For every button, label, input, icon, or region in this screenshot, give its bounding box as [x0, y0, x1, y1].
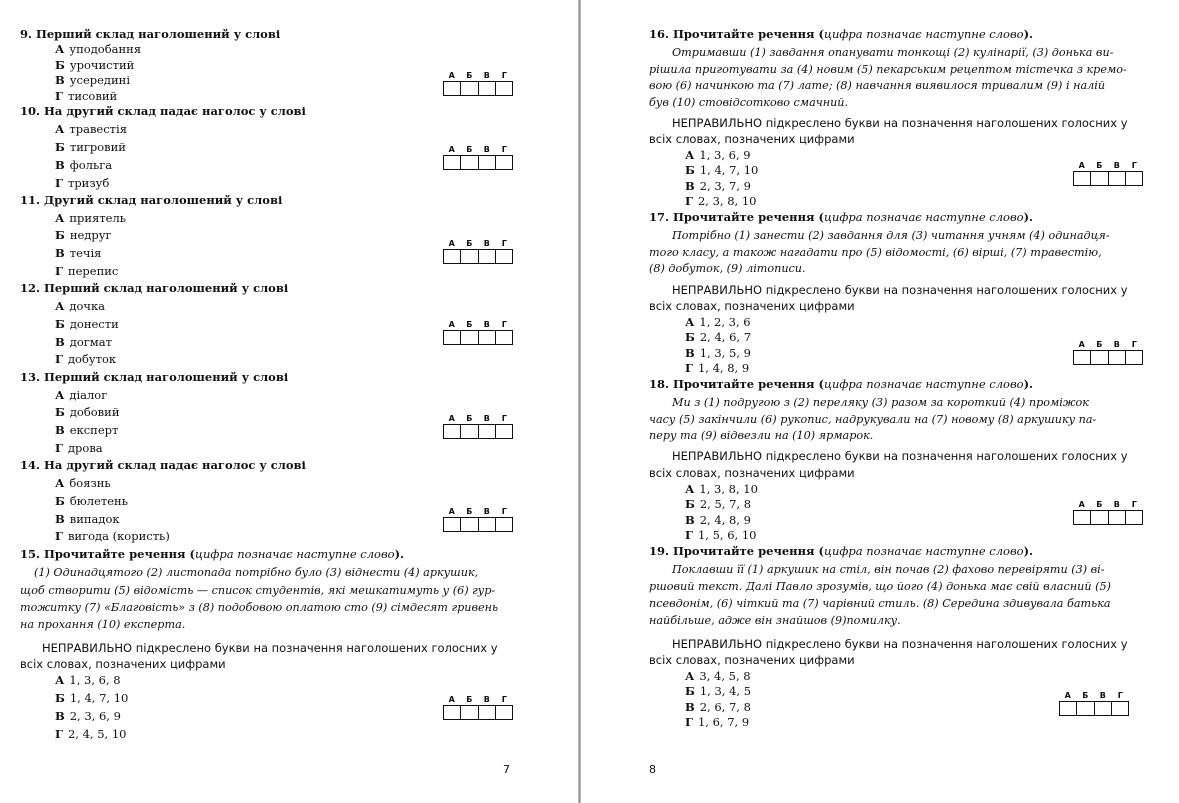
left-page [0, 0, 578, 803]
question-19-title: 19. Прочитайте речення (цифра позначає наступне слово). [649, 544, 1034, 558]
answer-box[interactable] [444, 331, 461, 344]
answer-box[interactable] [1074, 511, 1091, 524]
q13-option-b[interactable]: Б добовий [55, 405, 120, 419]
q9-option-b[interactable]: Б урочистий [55, 58, 135, 72]
q17-instruction-line-1: НЕПРАВИЛЬНО підкреслено букви на позначення наголошених голосних у [672, 283, 1128, 297]
answer-box[interactable] [1091, 511, 1108, 524]
question-13-title: 13. Перший склад наголошений у слові [20, 370, 289, 384]
q19-instruction-line-1: НЕПРАВИЛЬНО підкреслено букви на позначення наголошених голосних у [672, 637, 1128, 651]
q10-answer-grid[interactable]: А Б В Г [443, 144, 513, 170]
q19-sentence-line-1: Поклавши її (1) аркушик на стіл, він почав (2) фахово перевіряти (3) ві- [672, 563, 1105, 576]
q16-option-a[interactable]: А 1, 3, 6, 9 [685, 148, 751, 162]
q19-option-c[interactable]: В 2, 6, 7, 8 [685, 700, 751, 714]
page-number: 8 [649, 763, 656, 776]
answer-box[interactable] [479, 250, 496, 263]
answer-box[interactable] [461, 331, 478, 344]
answer-box[interactable] [444, 82, 461, 95]
q13-option-c[interactable]: В експерт [55, 423, 119, 437]
question-14-title: 14. На другий склад падає наголос у слові [20, 458, 306, 472]
q19-option-a[interactable]: А 3, 4, 5, 8 [685, 669, 751, 683]
q18-option-b[interactable]: Б 2, 5, 7, 8 [685, 497, 752, 511]
answer-box[interactable] [496, 425, 512, 438]
answer-box[interactable] [1109, 172, 1126, 185]
q19-answer-grid[interactable]: А Б В Г [1059, 690, 1129, 716]
answer-box[interactable] [496, 82, 512, 95]
q19-sentence-line-4: найбільше, адже він знайшов (9)помилку. [649, 614, 901, 627]
q17-sentence-line-3: (8) добуток, (9) літописи. [649, 262, 806, 275]
q15-option-d[interactable]: Г 2, 4, 5, 10 [55, 727, 127, 741]
answer-box[interactable] [479, 156, 496, 169]
q15-sentence-line-2: щоб створити (5) відомість — список студентів, які мешкатимуть у (6) гур- [20, 584, 496, 597]
q18-option-d[interactable]: Г 1, 5, 6, 10 [685, 528, 757, 542]
answer-box[interactable] [479, 518, 496, 531]
q19-option-b[interactable]: Б 1, 3, 4, 5 [685, 684, 752, 698]
question-17-title: 17. Прочитайте речення (цифра позначає наступне слово). [649, 210, 1034, 224]
q9-answer-grid[interactable]: А Б В Г [443, 70, 513, 96]
answer-box[interactable] [496, 518, 512, 531]
q12-option-b[interactable]: Б донести [55, 317, 119, 331]
q16-option-b[interactable]: Б 1, 4, 7, 10 [685, 163, 759, 177]
page-number: 7 [503, 763, 510, 776]
q13-option-a[interactable]: А діалог [55, 388, 108, 402]
q11-option-b[interactable]: Б недруг [55, 228, 112, 242]
q13-option-d[interactable]: Г дрова [55, 441, 103, 455]
q13-answer-grid[interactable]: А Б В Г [443, 413, 513, 439]
q19-option-d[interactable]: Г 1, 6, 7, 9 [685, 715, 750, 729]
q10-option-b[interactable]: Б тигровий [55, 140, 126, 154]
q19-sentence-line-3: псевдонім, (6) чіткий та (7) чарівний стиль. (8) Середина здивувала батька [649, 597, 1111, 610]
q16-sentence-line-2: рішила приготувати за (4) новим (5) пекарським рецептом тістечка з кремо- [649, 63, 1127, 76]
answer-box[interactable] [1074, 172, 1091, 185]
q16-answer-grid[interactable]: А Б В Г [1073, 160, 1143, 186]
q18-option-a[interactable]: А 1, 3, 8, 10 [685, 482, 758, 496]
answer-box[interactable] [1126, 351, 1142, 364]
q17-instruction-line-2: всіх словах, позначених цифрами [649, 299, 855, 313]
q15-option-a[interactable]: А 1, 3, 6, 8 [55, 673, 121, 687]
answer-box[interactable] [1077, 702, 1094, 715]
question-15-title: 15. Прочитайте речення (цифра позначає наступне слово). [20, 547, 405, 561]
answer-box[interactable] [496, 331, 512, 344]
question-10-title: 10. На другий склад падає наголос у слові [20, 104, 306, 118]
question-18-title: 18. Прочитайте речення (цифра позначає наступне слово). [649, 377, 1034, 391]
answer-box[interactable] [444, 518, 461, 531]
answer-box[interactable] [461, 156, 478, 169]
answer-box[interactable] [461, 518, 478, 531]
answer-box[interactable] [444, 706, 461, 719]
q12-option-c[interactable]: В догмат [55, 335, 112, 349]
question-11-title: 11. Другий склад наголошений у слові [20, 193, 283, 207]
q15-instruction-line-2: всіх словах, позначених цифрами [20, 657, 226, 671]
q11-option-a[interactable]: А приятель [55, 211, 127, 225]
q16-sentence-line-4: був (10) стовідсотково смачний. [649, 96, 849, 109]
answer-box[interactable] [444, 250, 461, 263]
q17-option-b[interactable]: Б 2, 4, 6, 7 [685, 330, 752, 344]
answer-box[interactable] [1060, 702, 1077, 715]
answer-box[interactable] [1109, 511, 1126, 524]
right-page [581, 0, 1179, 803]
q15-answer-grid[interactable]: А Б В Г [443, 694, 513, 720]
answer-box[interactable] [461, 706, 478, 719]
q15-sentence-line-1: (1) Одинадцятого (2) листопада потрібно було (3) віднести (4) аркушик, [34, 566, 479, 579]
q17-option-a[interactable]: А 1, 2, 3, 6 [685, 315, 751, 329]
q15-sentence-line-4: на прохання (10) експерта. [20, 618, 186, 631]
answer-box[interactable] [1109, 351, 1126, 364]
q15-option-b[interactable]: Б 1, 4, 7, 10 [55, 691, 129, 705]
q9-option-a[interactable]: А уподобання [55, 42, 142, 56]
q10-option-c[interactable]: В фольга [55, 158, 113, 172]
q16-option-c[interactable]: В 2, 3, 7, 9 [685, 179, 751, 193]
q15-option-c[interactable]: В 2, 3, 6, 9 [55, 709, 121, 723]
answer-box[interactable] [1095, 702, 1112, 715]
q11-option-c[interactable]: В течія [55, 246, 102, 260]
q15-sentence-line-3: тожитку (7) «Благовість» з (8) подобовою оплатою сто (9) сімдесят гривень [20, 601, 499, 614]
q17-sentence-line-2: того класу, а також нагадати про (5) відомості, (6) вірші, (7) травестію, [649, 246, 1102, 259]
q16-option-d[interactable]: Г 2, 3, 8, 10 [685, 194, 757, 208]
q15-instruction-line-1: НЕПРАВИЛЬНО підкреслено букви на позначення наголошених голосних у [42, 641, 498, 655]
q18-instruction-line-2: всіх словах, позначених цифрами [649, 466, 855, 480]
answer-box[interactable] [496, 250, 512, 263]
question-12-title: 12. Перший склад наголошений у слові [20, 281, 289, 295]
q18-sentence-line-1: Ми з (1) подругою з (2) переляку (3) разом за короткий (4) проміжок [672, 396, 1089, 409]
q18-option-c[interactable]: В 2, 4, 8, 9 [685, 513, 751, 527]
answer-box[interactable] [1074, 351, 1091, 364]
q12-option-a[interactable]: А дочка [55, 299, 106, 313]
q17-option-d[interactable]: Г 1, 4, 8, 9 [685, 361, 750, 375]
q14-option-a[interactable]: А боязнь [55, 476, 111, 490]
q16-sentence-line-1: Отримавши (1) завдання опанувати тонкощі (2) кулінарії, (3) донька ви- [672, 46, 1114, 59]
q16-instruction-line-1: НЕПРАВИЛЬНО підкреслено букви на позначення наголошених голосних у [672, 116, 1128, 130]
answer-box[interactable] [1112, 702, 1128, 715]
answer-box[interactable] [1126, 172, 1142, 185]
answer-box[interactable] [1091, 172, 1108, 185]
q11-answer-grid[interactable]: А Б В Г [443, 238, 513, 264]
q11-option-d[interactable]: Г перепис [55, 264, 119, 278]
answer-box[interactable] [444, 425, 461, 438]
q19-instruction-line-2: всіх словах, позначених цифрами [649, 653, 855, 667]
q18-instruction-line-1: НЕПРАВИЛЬНО підкреслено букви на позначення наголошених голосних у [672, 449, 1128, 463]
q12-answer-grid[interactable]: А Б В Г [443, 319, 513, 345]
answer-box[interactable] [1091, 351, 1108, 364]
answer-box[interactable] [479, 425, 496, 438]
q9-option-d[interactable]: Г тисовий [55, 89, 118, 103]
q14-answer-grid[interactable]: А Б В Г [443, 506, 513, 532]
q12-option-d[interactable]: Г добуток [55, 352, 117, 366]
question-16-title: 16. Прочитайте речення (цифра позначає наступне слово). [649, 27, 1034, 41]
q17-sentence-line-1: Потрібно (1) занести (2) завдання для (3) читання учням (4) одинадця- [672, 229, 1110, 242]
q16-instruction-line-2: всіх словах, позначених цифрами [649, 132, 855, 146]
answer-box[interactable] [461, 82, 478, 95]
answer-box[interactable] [496, 706, 512, 719]
question-9-title: 9. Перший склад наголошений у слові [20, 27, 281, 41]
answer-box[interactable] [496, 156, 512, 169]
answer-box[interactable] [479, 82, 496, 95]
q17-option-c[interactable]: В 1, 3, 5, 9 [685, 346, 751, 360]
q16-sentence-line-3: вою (6) начинкою та (7) лате; (8) навчання виявилося тривалим (9) і налій [649, 79, 1106, 92]
answer-box[interactable] [461, 250, 478, 263]
q18-answer-grid[interactable]: А Б В Г [1073, 499, 1143, 525]
q10-option-d[interactable]: Г тризуб [55, 176, 110, 190]
q9-option-c[interactable]: В усередині [55, 73, 131, 87]
q14-option-b[interactable]: Б бюлетень [55, 494, 128, 508]
answer-box[interactable] [479, 331, 496, 344]
answer-box[interactable] [461, 425, 478, 438]
q14-option-c[interactable]: В випадок [55, 512, 120, 526]
answer-box[interactable] [1126, 511, 1142, 524]
answer-box[interactable] [479, 706, 496, 719]
q19-sentence-line-2: ршовий текст. Далі Павло зрозумів, що його (4) донька має свій власний (5) [649, 580, 1111, 593]
q18-sentence-line-3: перу та (9) відвезли на (10) ярмарок. [649, 429, 874, 442]
q18-sentence-line-2: часу (5) закінчили (6) рукопис, надрукували на (7) новому (8) аркушику па- [649, 413, 1097, 426]
q14-option-d[interactable]: Г вигода (користь) [55, 529, 170, 543]
answer-box[interactable] [444, 156, 461, 169]
q10-option-a[interactable]: А травестія [55, 122, 127, 136]
q17-answer-grid[interactable]: А Б В Г [1073, 339, 1143, 365]
